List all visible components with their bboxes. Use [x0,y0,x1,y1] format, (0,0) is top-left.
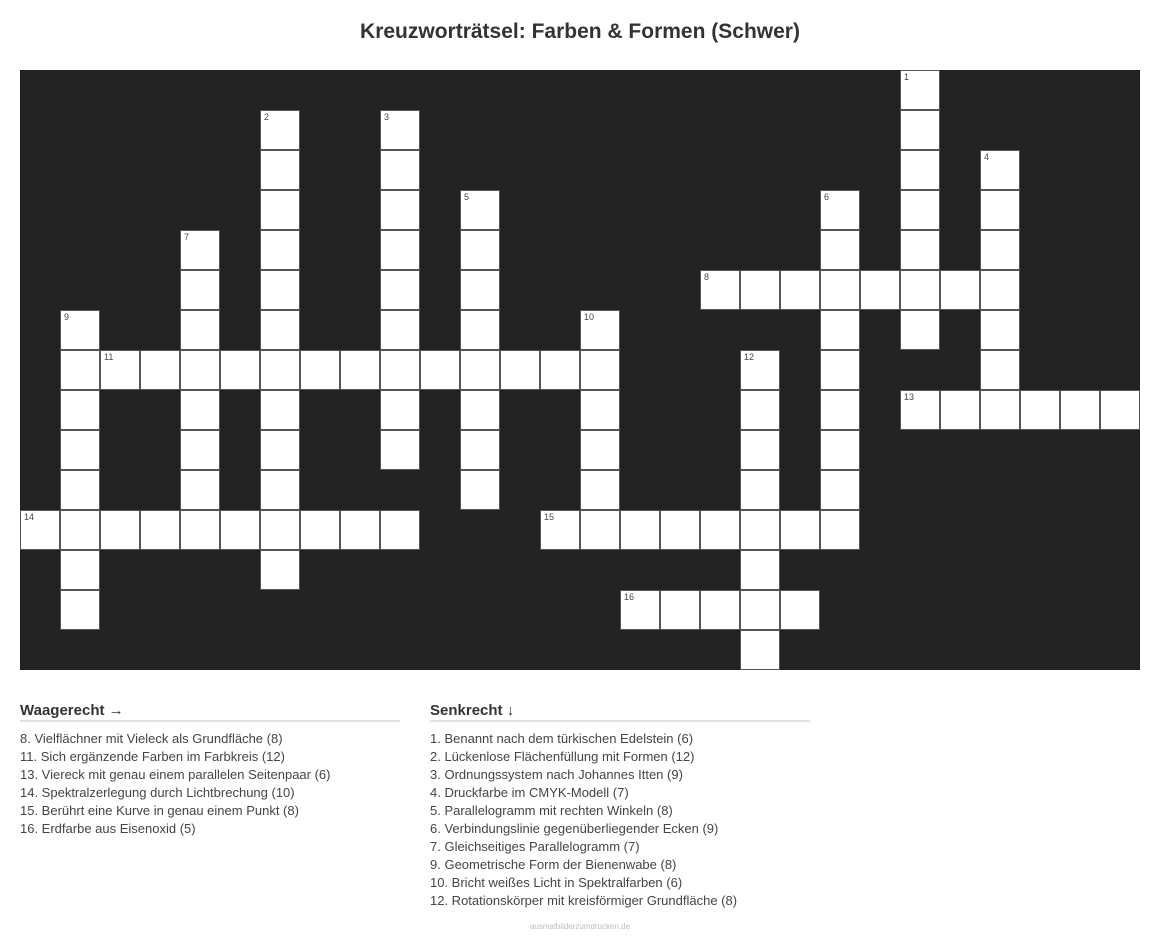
grid-cell[interactable] [380,350,420,390]
grid-cell[interactable] [180,430,220,470]
clue-number: 10 [584,312,595,322]
grid-cell[interactable] [260,550,300,590]
grid-cell[interactable] [460,230,500,270]
grid-cell[interactable] [980,230,1020,270]
grid-cell[interactable] [380,510,420,550]
grid-cell[interactable] [740,550,780,590]
grid-cell[interactable] [820,470,860,510]
clue-item: 10. Bricht weißes Licht in Spektralfarben (6) [430,875,683,890]
clue-item: 11. Sich ergänzende Farben im Farbkreis (12) [20,749,285,764]
grid-cell[interactable] [980,350,1020,390]
grid-cell[interactable] [540,510,580,550]
grid-cell[interactable] [620,510,660,550]
clue-number: 11 [104,352,114,362]
footer-credit: ausmalbilderzumdrucken.de [529,922,631,931]
grid-cell[interactable] [260,510,300,550]
grid-cell[interactable] [20,510,60,550]
grid-cell[interactable] [620,590,660,630]
grid-cell[interactable] [180,350,220,390]
clue-item: 9. Geometrische Form der Bienenwabe (8) [430,857,677,872]
grid-cell[interactable] [260,190,300,230]
clue-item: 4. Druckfarbe im CMYK-Modell (7) [430,785,629,800]
clue-item: 14. Spektralzerlegung durch Lichtbrechung (10) [20,785,295,800]
grid-cell[interactable] [1060,390,1100,430]
grid-cell[interactable] [980,150,1020,190]
grid-cell[interactable] [580,350,620,390]
across-clues-section [20,702,400,838]
grid-cell[interactable] [380,230,420,270]
grid-cell[interactable] [740,350,780,390]
grid-cell[interactable] [300,350,340,390]
grid-cell[interactable] [660,590,700,630]
grid-cell[interactable] [380,430,420,470]
grid-cell[interactable] [700,590,740,630]
clue-item: 16. Erdfarbe aus Eisenoxid (5) [20,821,196,836]
clue-item: 15. Berührt eine Kurve in genau einem Punkt (8) [20,803,299,818]
page-title: Kreuzworträtsel: Farben & Formen (Schwer) [360,20,800,43]
grid-cell[interactable] [340,350,380,390]
grid-cell[interactable] [60,390,100,430]
grid-cell[interactable] [900,110,940,150]
grid-cell[interactable] [980,310,1020,350]
grid-cell[interactable] [820,190,860,230]
grid-cell[interactable] [180,230,220,270]
grid-cell[interactable] [60,550,100,590]
grid-cell[interactable] [260,150,300,190]
grid-cell[interactable] [300,510,340,550]
clue-item: 1. Benannt nach dem türkischen Edelstein (6) [430,731,694,746]
grid-cell[interactable] [60,510,100,550]
grid-cell[interactable] [380,270,420,310]
clue-number: 9 [64,312,70,322]
clue-item: 3. Ordnungssystem nach Johannes Itten (9) [430,767,683,782]
clue-number: 8 [704,272,710,282]
grid-cell[interactable] [180,510,220,550]
clue-item: 7. Gleichseitiges Parallelogramm (7) [430,839,640,854]
grid-cell[interactable] [740,630,780,670]
grid-cell[interactable] [60,430,100,470]
grid-cell[interactable] [580,510,620,550]
grid-cell[interactable] [740,390,780,430]
grid-cell[interactable] [180,470,220,510]
clue-item: 12. Rotationskörper mit kreisförmiger Grundfläche (8) [430,893,738,908]
grid-cell[interactable] [380,310,420,350]
clue-item: 13. Viereck mit genau einem parallelen Seitenpaar (6) [20,767,331,782]
clue-number: 5 [464,192,470,202]
grid-cell[interactable] [660,510,700,550]
grid-cell[interactable] [900,190,940,230]
grid-cell[interactable] [140,350,180,390]
grid-cell[interactable] [860,270,900,310]
grid-cell[interactable] [60,310,100,350]
grid-cell[interactable] [460,470,500,510]
grid-cell[interactable] [260,390,300,430]
grid-cell[interactable] [180,270,220,310]
grid-cell[interactable] [60,470,100,510]
grid-cell[interactable] [780,590,820,630]
clue-item: 2. Lückenlose Flächenfüllung mit Formen (12) [430,749,695,764]
grid-cell[interactable] [260,270,300,310]
grid-cell[interactable] [740,470,780,510]
grid-cell[interactable] [980,270,1020,310]
clue-number: 6 [824,192,830,202]
grid-cell[interactable] [820,430,860,470]
grid-cell[interactable] [820,310,860,350]
grid-cell[interactable] [940,270,980,310]
grid-cell[interactable] [1020,390,1060,430]
grid-cell[interactable] [780,270,820,310]
grid-cell[interactable] [580,470,620,510]
grid-cell[interactable] [220,510,260,550]
grid-cell[interactable] [380,190,420,230]
grid-cell[interactable] [820,510,860,550]
clue-number: 7 [184,232,190,242]
grid-cell[interactable] [580,430,620,470]
grid-cell[interactable] [460,350,500,390]
grid-cell[interactable] [380,150,420,190]
grid-cell[interactable] [460,190,500,230]
grid-cell[interactable] [900,310,940,350]
grid-cell[interactable] [980,390,1020,430]
grid-cell[interactable] [180,310,220,350]
down-heading: Senkrecht ↓ [430,702,810,722]
grid-cell[interactable] [220,350,260,390]
grid-cell[interactable] [740,430,780,470]
grid-cell[interactable] [460,270,500,310]
grid-cell[interactable] [740,510,780,550]
grid-cell[interactable] [820,230,860,270]
grid-cell[interactable] [140,510,180,550]
grid-cell[interactable] [260,350,300,390]
down-clues-section [430,702,810,910]
grid-cell[interactable] [380,390,420,430]
grid-cell[interactable] [820,270,860,310]
grid-cell[interactable] [580,310,620,350]
grid-cell[interactable] [820,350,860,390]
clue-number: 3 [384,112,390,122]
grid-cell[interactable] [1100,390,1140,430]
grid-cell[interactable] [60,350,100,390]
grid-cell[interactable] [380,110,420,150]
grid-cell[interactable] [500,350,540,390]
grid-cell[interactable] [460,430,500,470]
grid-cell[interactable] [340,510,380,550]
grid-cell[interactable] [740,590,780,630]
grid-cell[interactable] [260,230,300,270]
grid-cell[interactable] [420,350,460,390]
grid-cell[interactable] [60,590,100,630]
grid-cell[interactable] [940,390,980,430]
grid-cell[interactable] [260,110,300,150]
clue-number: 2 [264,112,270,122]
grid-cell[interactable] [540,350,580,390]
clue-item: 8. Vielflächner mit Vieleck als Grundfläche (8) [20,731,283,746]
across-heading: Waagerecht → [20,702,400,722]
grid-cell[interactable] [580,390,620,430]
grid-cell[interactable] [900,150,940,190]
grid-cell[interactable] [700,510,740,550]
grid-cell[interactable] [100,350,140,390]
clue-number: 1 [904,72,910,82]
clue-number: 4 [984,152,990,162]
clue-item: 6. Verbindungslinie gegenüberliegender Ecken (9) [430,821,719,836]
crossword-grid [20,70,1140,670]
grid-cell[interactable] [180,390,220,430]
grid-cell[interactable] [780,510,820,550]
grid-cell[interactable] [980,190,1020,230]
clue-number: 14 [24,512,35,522]
grid-cell[interactable] [460,310,500,350]
clue-number: 13 [904,392,915,402]
down-clue-list [430,730,810,910]
grid-cell[interactable] [260,430,300,470]
clue-number: 16 [624,592,635,602]
across-clue-list [20,730,400,838]
clue-number: 15 [544,512,555,522]
clue-number: 12 [744,352,755,362]
grid-cell[interactable] [900,70,940,110]
grid-cell[interactable] [820,390,860,430]
grid-cell[interactable] [740,270,780,310]
grid-cell[interactable] [100,510,140,550]
grid-cell[interactable] [700,270,740,310]
clue-item: 5. Parallelogramm mit rechten Winkeln (8) [430,803,673,818]
grid-cell[interactable] [260,310,300,350]
grid-cell[interactable] [900,390,940,430]
grid-cell[interactable] [900,230,940,270]
grid-cell[interactable] [900,270,940,310]
grid-cell[interactable] [460,390,500,430]
grid-cell[interactable] [260,470,300,510]
